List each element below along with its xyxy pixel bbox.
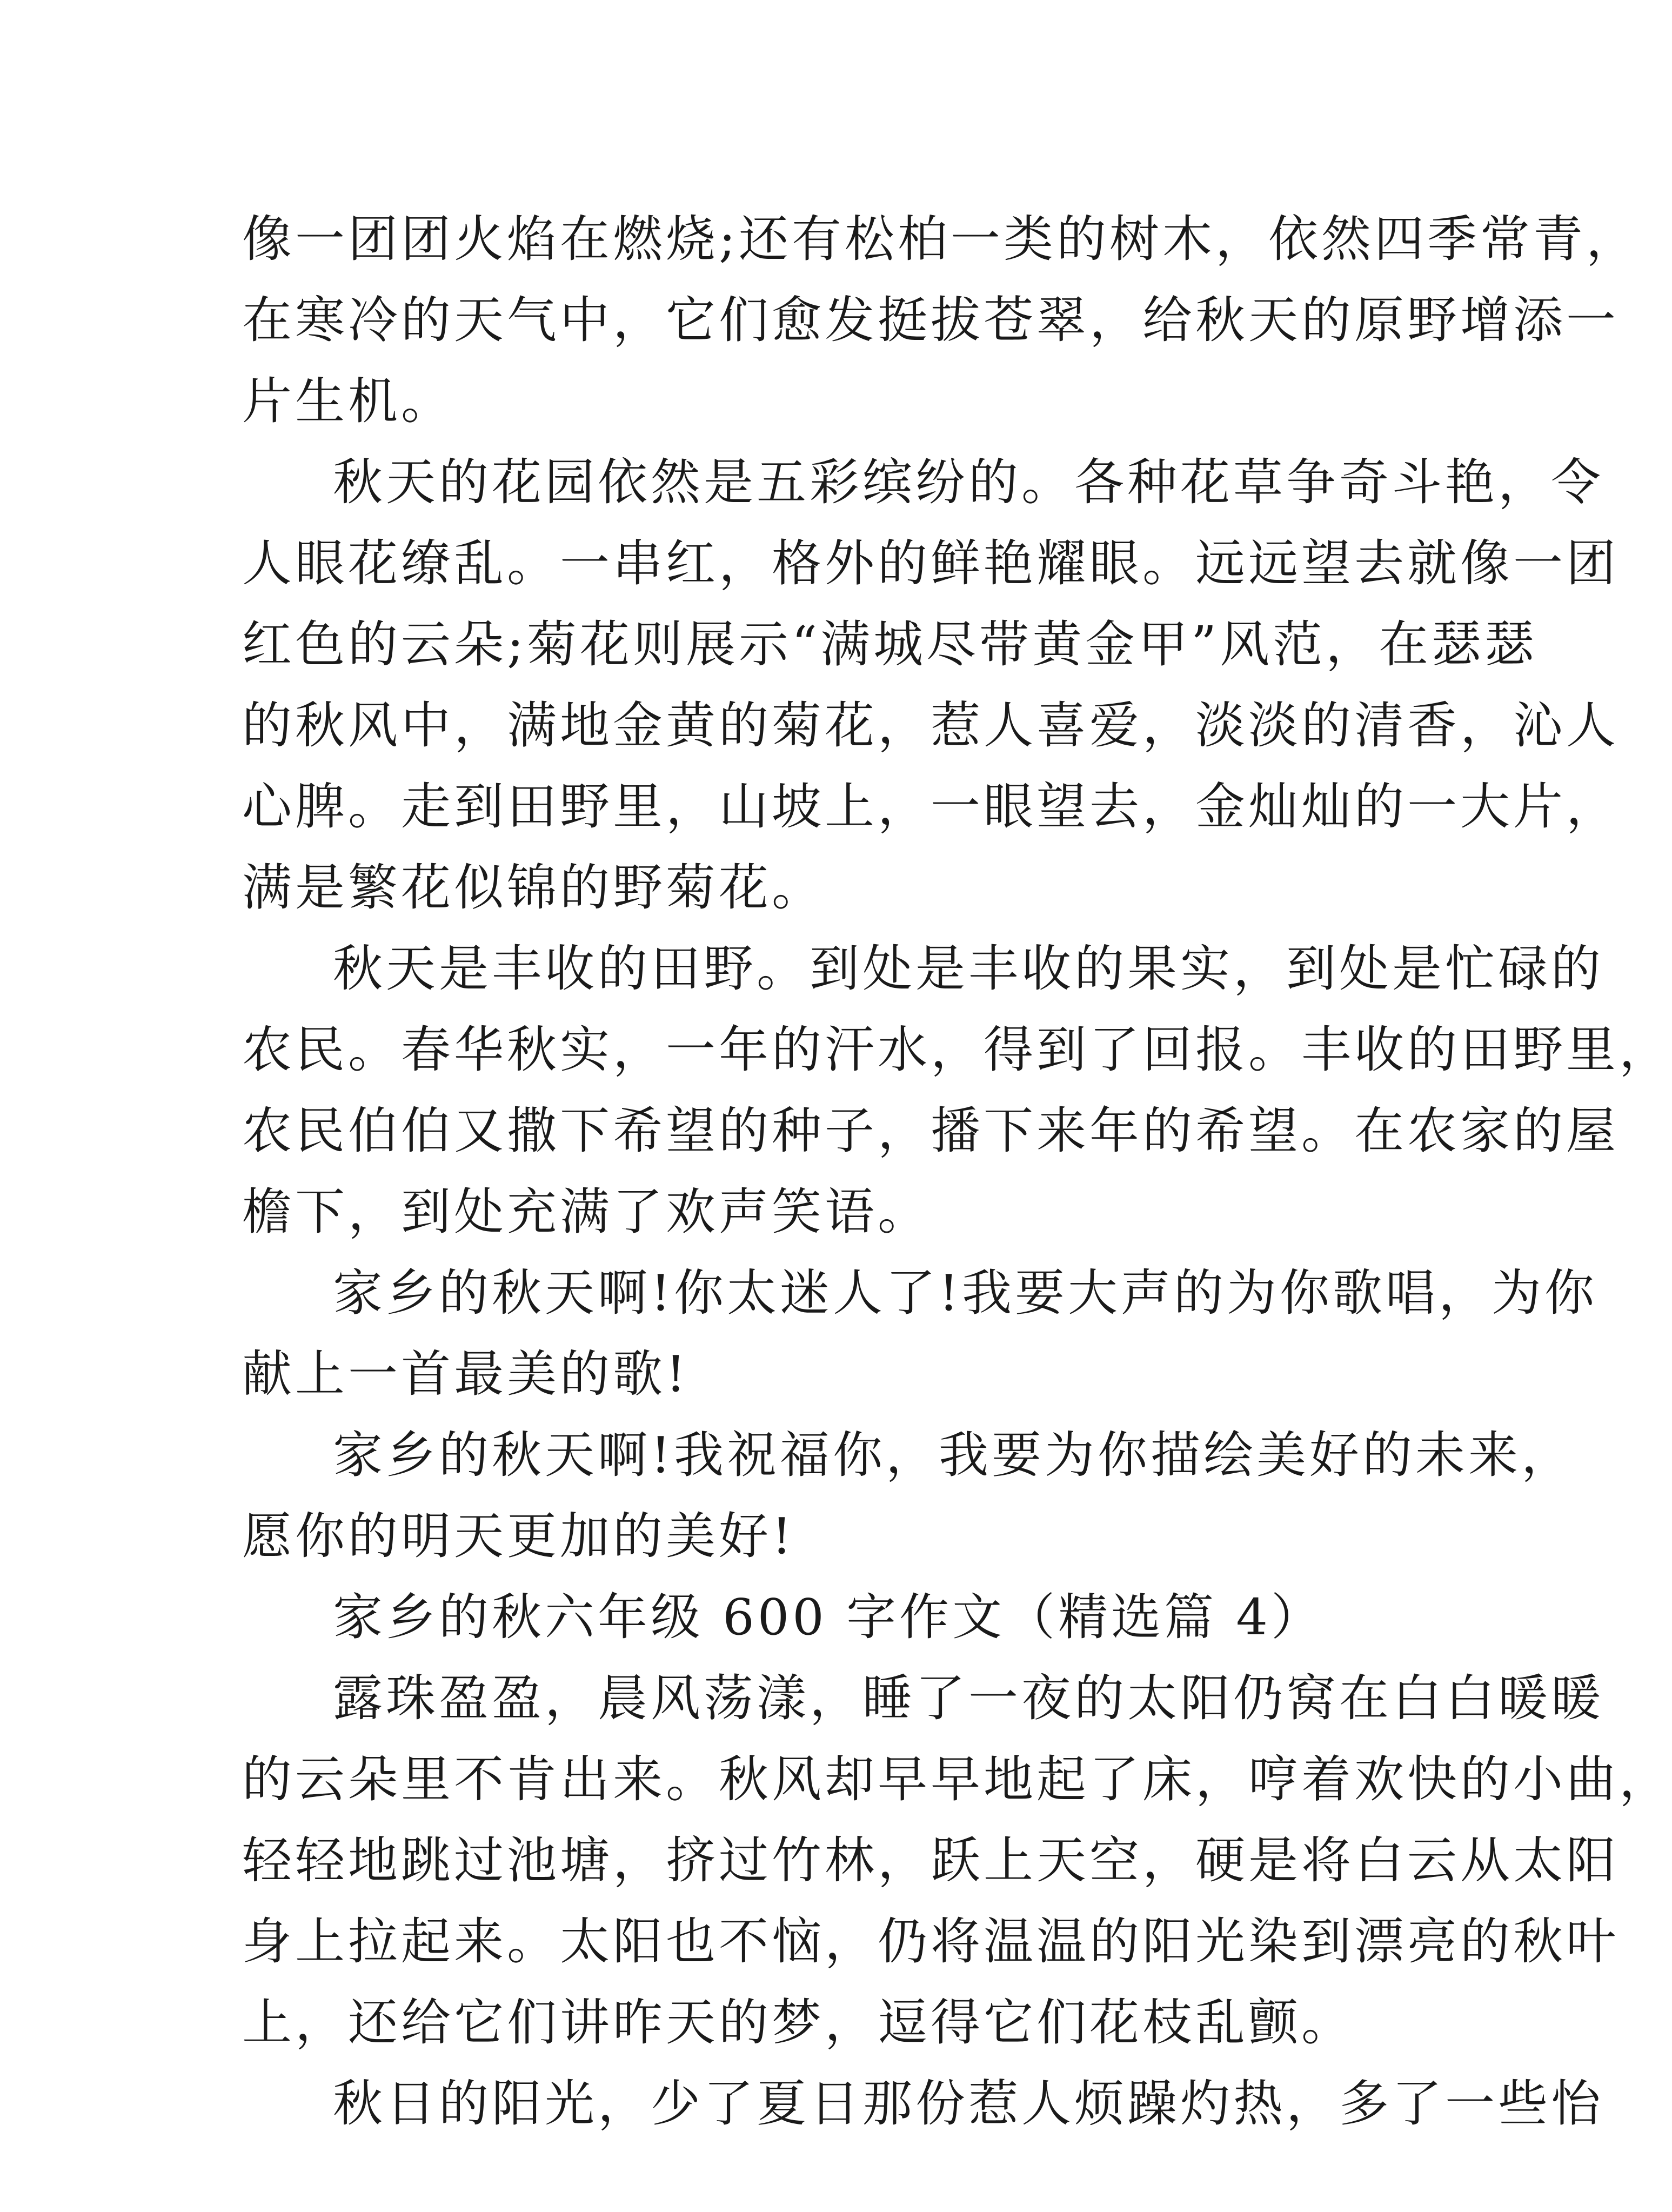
text-line: 秋天是丰收的田野。到处是丰收的果实，到处是忙碌的 xyxy=(333,940,1604,998)
text-line: 献上一首最美的歌! xyxy=(242,1345,689,1403)
text-line: 家乡的秋天啊!你太迷人了!我要大声的为你歌唱，为你 xyxy=(333,1264,1597,1322)
text-line: 红色的云朵;菊花则展示“满城尽带黄金甲”风范，在瑟瑟 xyxy=(242,616,1538,673)
text-line: 农民。春华秋实，一年的汗水，得到了回报。丰收的田野里， xyxy=(242,1021,1672,1079)
text-line: 像一团团火焰在燃烧;还有松柏一类的树木，依然四季常青， xyxy=(242,210,1639,268)
text-line: 露珠盈盈，晨风荡漾，睡了一夜的太阳仍窝在白白暖暖 xyxy=(333,1669,1604,1727)
text-line: 家乡的秋天啊!我祝福你，我要为你描绘美好的未来， xyxy=(333,1426,1574,1484)
text-line: 愿你的明天更加的美好! xyxy=(242,1507,795,1565)
text-line: 家乡的秋六年级 600 字作文（精选篇 4） xyxy=(333,1588,1324,1646)
text-line: 心脾。走到田野里，山坡上，一眼望去，金灿灿的一大片， xyxy=(242,778,1620,836)
text-line: 轻轻地跳过池塘，挤过竹林，跃上天空，硬是将白云从太阳 xyxy=(242,1832,1620,1889)
text-line: 的云朵里不肯出来。秋风却早早地起了床，哼着欢快的小曲， xyxy=(242,1750,1672,1808)
document-body xyxy=(242,199,1672,2144)
text-line: 上，还给它们讲昨天的梦，逗得它们花枝乱颤。 xyxy=(242,1994,1355,2051)
text-line: 的秋风中，满地金黄的菊花，惹人喜爱，淡淡的清香，沁人 xyxy=(242,697,1620,754)
text-line: 农民伯伯又撒下希望的种子，播下来年的希望。在农家的屋 xyxy=(242,1102,1620,1160)
text-line: 片生机。 xyxy=(242,372,454,430)
text-line: 人眼花缭乱。一串红，格外的鲜艳耀眼。远远望去就像一团 xyxy=(242,534,1620,592)
text-line: 身上拉起来。太阳也不恼，仍将温温的阳光染到漂亮的秋叶 xyxy=(242,1913,1620,1970)
text-line: 满是繁花似锦的野菊花。 xyxy=(242,859,825,917)
text-line: 在寒冷的天气中，它们愈发挺拔苍翠，给秋天的原野增添一 xyxy=(242,291,1620,349)
text-line: 秋日的阳光，少了夏日那份惹人烦躁灼热，多了一些怡 xyxy=(333,2075,1604,2133)
text-line: 秋天的花园依然是五彩缤纷的。各种花草争奇斗艳，令 xyxy=(333,453,1604,511)
text-line: 檐下，到处充满了欢声笑语。 xyxy=(242,1183,931,1241)
